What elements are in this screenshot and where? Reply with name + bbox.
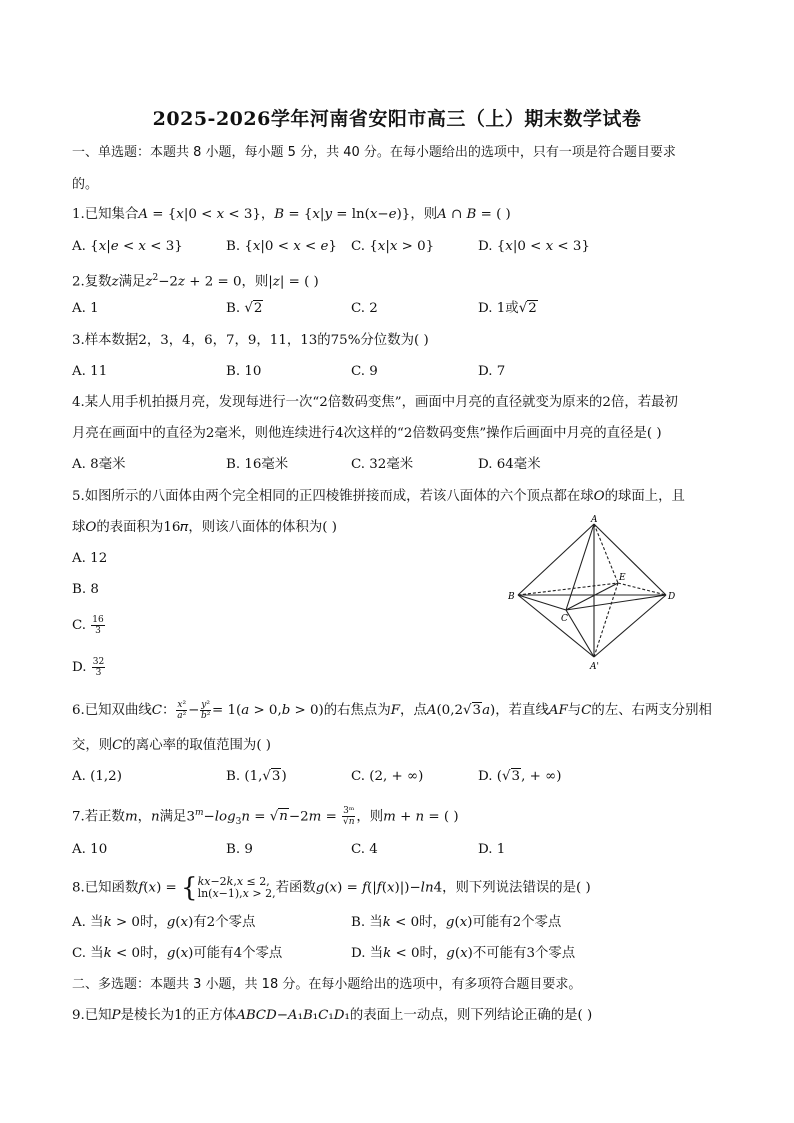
question-7-stem: 7.若正数𝑚，𝑛满足$3^𝑚-𝑙𝑜𝑔_3𝑛$ = √𝑛−2𝑚 = $\frac{\text{3ᵐ}}{\text{√𝑛}}$ ，则𝑚 + 𝑛 = ( )	[72, 806, 459, 828]
vertex-label-D: D	[668, 592, 676, 602]
q6-f1-num: 𝑥²	[177, 700, 187, 710]
q2-option-d[interactable]: D. 1或√2	[478, 301, 537, 316]
question-8-options-row2	[72, 944, 722, 964]
question-6-options	[72, 767, 722, 787]
question-3-options	[72, 362, 722, 382]
q6-d-post: , + ∞)	[521, 769, 562, 784]
q7-post: ，则𝑚 + 𝑛 = ( )	[356, 809, 459, 825]
q6-frac-y	[200, 700, 211, 721]
question-7-options	[72, 840, 722, 860]
q2-b-rad: 2	[253, 301, 263, 316]
q7-option-a[interactable]: A. 10	[72, 842, 108, 857]
q5-d-den: 3	[95, 668, 102, 678]
section-heading-single-choice-cont: 的。	[72, 177, 99, 192]
q5-d-fraction	[92, 657, 105, 678]
q6-b-rad: 3	[271, 769, 281, 784]
q6-option-b[interactable]: B. (1,√3)	[226, 769, 287, 784]
q5-c-den: 3	[95, 626, 101, 636]
q7-option-c[interactable]: C. 4	[351, 842, 378, 857]
q5-c-pre: C.	[72, 618, 91, 633]
q5-d-num: 32	[92, 657, 105, 667]
q7-fraction	[342, 806, 355, 827]
q8-post: 若函数𝑔(𝑥) = 𝑓(|𝑓(𝑥)|)−𝑙𝑛4，则下列说法错误的是( )	[275, 880, 591, 896]
question-5-stem-line1: 5.如图所示的八面体由两个完全相同的正四棱锥拼接而成，若该八面体的六个顶点都在球𝑂的球面上，且	[72, 489, 685, 504]
q6-pre: 6.已知双曲线𝐶：	[72, 703, 176, 718]
section-heading-multi-choice: 二、多选题：本题共 3 小题，共 18 分。在每小题给出的选项中，有多项符合题目要求。	[72, 977, 582, 992]
q2-stem-sup: 2	[152, 273, 159, 283]
edge-AE	[594, 524, 618, 583]
q8-option-d[interactable]: D. 当𝑘 < 0时，𝑔(𝑥)不可能有3个零点	[351, 946, 576, 961]
q5-c-num: 16	[92, 615, 104, 625]
q8-option-c[interactable]: C. 当𝑘 < 0时，𝑔(𝑥)可能有4个零点	[72, 946, 283, 961]
q2-stem-post: −2𝑧 + 2 = 0，则|𝑧| = ( )	[158, 274, 319, 290]
q6-option-a[interactable]: A. (1,2)	[72, 769, 122, 784]
q2-option-c[interactable]: C. 2	[351, 301, 378, 316]
q5-option-b[interactable]: B. 8	[72, 582, 99, 597]
q1-option-d[interactable]: D. {𝑥|0 < 𝑥 < 3}	[478, 239, 590, 254]
q4-option-b[interactable]: B. 16毫米	[226, 457, 289, 472]
q2-stem-pre: 2.复数𝑧满足𝑧	[72, 274, 153, 290]
question-1-stem: 1.已知集合𝐴 = {𝑥|0 < 𝑥 < 3}，𝐵 = {𝑥|𝑦 = ln(𝑥−𝑒)}，则𝐴 ∩ 𝐵 = ( )	[72, 207, 511, 222]
q2-d-pre: D. 1或	[478, 301, 519, 316]
q6-b-post: )	[281, 769, 287, 784]
question-2-options	[72, 299, 722, 319]
q3-option-c[interactable]: C. 9	[351, 364, 378, 379]
q7-mid3: −2𝑚 =	[288, 809, 342, 825]
question-6-stem-line1: 6.已知双曲线𝐶： $\frac{\text{𝑥²}}{\text{𝑎²}}$ − $\frac{\text{𝑦²}}{\text{𝑏²}}$ = 1(𝑎 > 0,𝑏 > 0)的右焦点为𝐹，点𝐴(0,2√3𝑎)，若直线𝐴𝐹与𝐶的左、右两支分别相	[72, 700, 712, 721]
q6-b-pre: B. (1,	[226, 769, 263, 784]
q8-option-a[interactable]: A. 当𝑘 > 0时，𝑔(𝑥)有2个零点	[72, 915, 256, 930]
q6-rad: 3	[472, 703, 482, 718]
q6-post: = 1(𝑎 > 0,𝑏 > 0)的右焦点为𝐹，点𝐴(0,2	[212, 703, 463, 718]
q4-option-c[interactable]: C. 32毫米	[351, 457, 414, 472]
q2-d-rad: 2	[528, 301, 537, 316]
q7-mid: −𝑙𝑜𝑔	[203, 809, 236, 825]
q7-sup: 𝑚	[194, 808, 204, 818]
q7-sub: 3	[235, 817, 242, 828]
vertex-label-C: C	[561, 614, 568, 624]
q8-piece2: ln(𝑥−1),𝑥 > 2,	[197, 887, 276, 900]
q1-option-c[interactable]: C. {𝑥|𝑥 > 0}	[351, 239, 435, 254]
q1-option-a[interactable]: A. {𝑥|𝑒 < 𝑥 < 3}	[72, 239, 183, 254]
q6-f1-den: 𝑎²	[177, 711, 187, 721]
q7-f-den: √𝑛	[342, 817, 355, 828]
q4-option-a[interactable]: A. 8毫米	[72, 457, 126, 472]
question-4-stem-line1: 4.某人用手机拍摄月亮，发现每进行一次“2倍数码变焦”，画面中月亮的直径就变为原来的2倍，若最初	[72, 395, 678, 410]
q5-option-c[interactable]	[72, 615, 106, 636]
vertex-label-E: E	[619, 573, 626, 583]
vertex-label-B: B	[508, 592, 515, 602]
vertex-label-A-prime: A'	[590, 662, 599, 672]
q6-d-pre: D. (	[478, 769, 502, 784]
q6-frac-x	[176, 700, 187, 721]
q7-option-d[interactable]: D. 1	[478, 842, 506, 857]
q6-option-d[interactable]: D. (√3, + ∞)	[478, 769, 562, 784]
vertex-label-A: A	[591, 515, 598, 525]
q5-d-pre: D.	[72, 660, 91, 675]
question-9-stem: 9.已知𝑃是棱长为1的正方体𝐴𝐵𝐶𝐷−𝐴₁𝐵₁𝐶₁𝐷₁的表面上一动点，则下列结论正确的是( )	[72, 1008, 593, 1023]
q6-end: 𝑎)，若直线𝐴𝐹与𝐶的左、右两支分别相	[482, 703, 712, 718]
q8-brace: {	[181, 873, 198, 903]
q6-minus: −	[188, 703, 200, 718]
q5-option-d[interactable]	[72, 657, 106, 678]
question-8-stem	[72, 873, 591, 903]
q6-option-c[interactable]: C. (2, + ∞)	[351, 769, 424, 784]
q1-option-b[interactable]: B. {𝑥|0 < 𝑥 < 𝑒}	[226, 239, 337, 254]
edge-BC	[518, 595, 566, 610]
edge-A2C	[566, 610, 594, 657]
q7-f-num: 3ᵐ	[343, 806, 355, 817]
q8-pre: 8.已知函数𝑓(𝑥) =	[72, 880, 182, 896]
q7-mid2: 𝑛 =	[241, 809, 270, 825]
q8-piecewise	[198, 876, 276, 900]
edge-ED	[618, 583, 666, 595]
q2-option-b[interactable]: B. √2	[226, 301, 263, 316]
q8-option-b[interactable]: B. 当𝑘 < 0时，𝑔(𝑥)可能有2个零点	[351, 915, 562, 930]
edge-BE	[518, 583, 618, 595]
q7-option-b[interactable]: B. 9	[226, 842, 253, 857]
q6-d-rad: 3	[511, 769, 521, 784]
section-heading-single-choice: 一、单选题：本题共 8 小题，每小题 5 分，共 40 分。在每小题给出的选项中，只有一项是符合题目要求	[72, 145, 676, 160]
question-8-options-row1	[72, 913, 722, 933]
q2-b-pre: B.	[226, 301, 245, 316]
q7-rad: 𝑛	[279, 809, 288, 825]
q6-f2-den: 𝑏²	[200, 711, 211, 721]
q3-option-a[interactable]: A. 11	[72, 364, 108, 379]
question-3-stem: 3.样本数据2，3，4，6，7，9，11，13的75%分位数为( )	[72, 333, 429, 348]
q5-c-fraction	[91, 615, 104, 636]
question-2-stem	[72, 268, 319, 292]
question-5-stem-line2: 球𝑂的表面积为16𝜋，则该八面体的体积为( )	[72, 520, 337, 535]
edge-A2B	[518, 595, 594, 657]
q4-option-d[interactable]: D. 64毫米	[478, 457, 541, 472]
question-6-stem-line2: 交，则𝐶的离心率的取值范围为( )	[72, 738, 272, 753]
q8-piece1: 𝑘𝑥−2𝑘,𝑥 ≤ 2,	[197, 875, 270, 888]
q5-option-a[interactable]: A. 12	[72, 551, 108, 566]
question-4-stem-line2: 月亮在画面中的直径为2毫米，则他连续进行4次这样的“2倍数码变焦”操作后画面中月亮的直径是( )	[72, 426, 662, 441]
page-title: 2025-2026学年河南省安阳市高三（上）期末数学试卷	[152, 108, 642, 130]
q3-option-d[interactable]: D. 7	[478, 364, 506, 379]
q7-pre: 7.若正数𝑚，𝑛满足3	[72, 809, 195, 825]
octahedron-figure	[508, 514, 708, 674]
question-4-options	[72, 455, 722, 475]
q3-option-b[interactable]: B. 10	[226, 364, 262, 379]
q6-f2-num: 𝑦²	[201, 700, 210, 710]
question-1-options	[72, 237, 722, 257]
q2-option-a[interactable]: A. 1	[72, 301, 99, 316]
